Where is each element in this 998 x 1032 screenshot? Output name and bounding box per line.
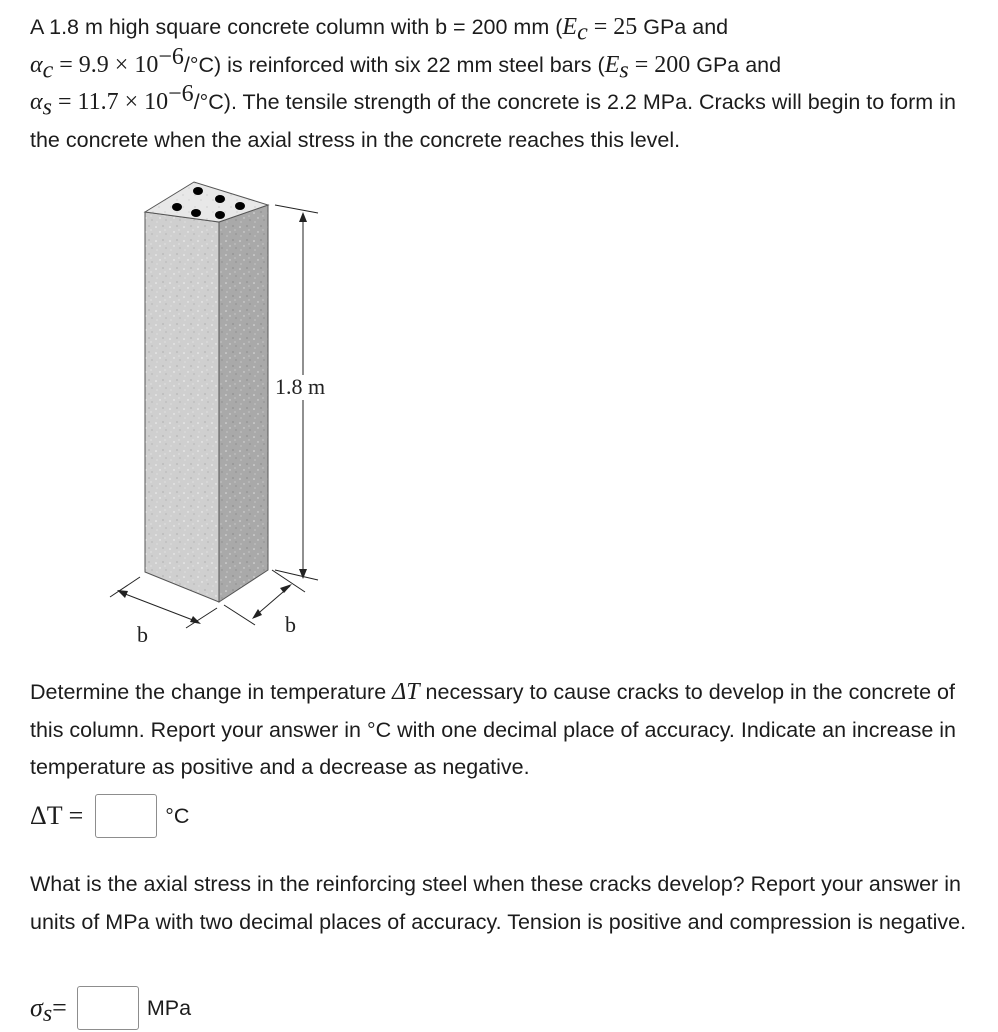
delta-t-unit: °C <box>165 803 190 828</box>
column-front-face <box>145 212 219 602</box>
column-side-face <box>219 205 268 602</box>
delta-t-input[interactable] <box>95 794 157 838</box>
es-subscript: s <box>619 56 629 83</box>
es-symbol: E <box>604 51 620 78</box>
ec-value: = 25 <box>587 14 638 40</box>
question-2-body: What is the axial stress in the reinforcing steel when these cracks develop? Report your answer in units of MPa with two decimal places of accuracy. Tension is positive and compression is negative. <box>30 872 967 934</box>
delta-t-label: ΔT = <box>30 801 84 830</box>
alpha-c-unit: /°C) is reinforced with six 22 mm steel bars ( <box>183 52 605 77</box>
es-value: = 200 <box>628 51 691 78</box>
es-unit: GPa and <box>690 52 782 77</box>
sigma-s-unit: MPa <box>146 995 192 1020</box>
steel-bar <box>215 195 225 203</box>
alpha-c-value: = 9.9 × 10 <box>53 51 159 78</box>
sigma-s-equals: = <box>52 993 67 1022</box>
sigma-s-input[interactable] <box>77 986 139 1030</box>
alpha-s-subscript: s <box>42 94 52 121</box>
steel-bar <box>193 187 203 195</box>
width-label-left: b <box>137 622 148 647</box>
question-1-text <box>30 674 980 787</box>
alpha-s-exponent: −6 <box>168 80 194 107</box>
sigma-s-answer-row <box>30 986 191 1030</box>
alpha-c-subscript: c <box>42 56 54 83</box>
question-1-rest: necessary to cause cracks to develop in the concrete of this column. Report your answer in °C with one decimal place of accuracy. Indicate an increase in temperature as positive and a decrease as negative. <box>30 680 956 779</box>
ec-unit: GPa and <box>637 15 729 39</box>
alpha-c-exponent: −6 <box>158 43 184 70</box>
alpha-s-value: = 11.7 × 10 <box>51 89 169 115</box>
delta-t-answer-row <box>30 794 189 838</box>
width-label-right: b <box>285 612 296 637</box>
problem-statement <box>30 9 980 159</box>
sigma-s-subscript: s <box>42 1001 53 1027</box>
column-figure <box>40 168 400 652</box>
intro-text: A 1.8 m high square concrete column with b = 200 mm ( <box>30 15 563 39</box>
question-2-text <box>30 866 980 941</box>
steel-bar <box>215 211 225 219</box>
ec-subscript: c <box>577 19 588 46</box>
sigma-s-symbol: σ <box>30 993 43 1022</box>
delta-t-symbol: ΔT <box>392 679 420 705</box>
steel-bar <box>191 209 201 217</box>
alpha-c-symbol: α <box>30 51 43 78</box>
alpha-s-symbol: α <box>30 89 43 115</box>
height-label: 1.8 m <box>275 374 326 399</box>
ec-symbol: E <box>562 14 578 40</box>
question-1-intro: Determine the change in temperature <box>30 680 393 704</box>
steel-bar <box>172 203 182 211</box>
alpha-s-unit-text: /°C). The tensile strength of the concrete is 2.2 MPa. Cracks will begin to form in the concrete when the axial stress in the concrete reaches this level. <box>30 90 956 152</box>
steel-bar <box>235 202 245 210</box>
